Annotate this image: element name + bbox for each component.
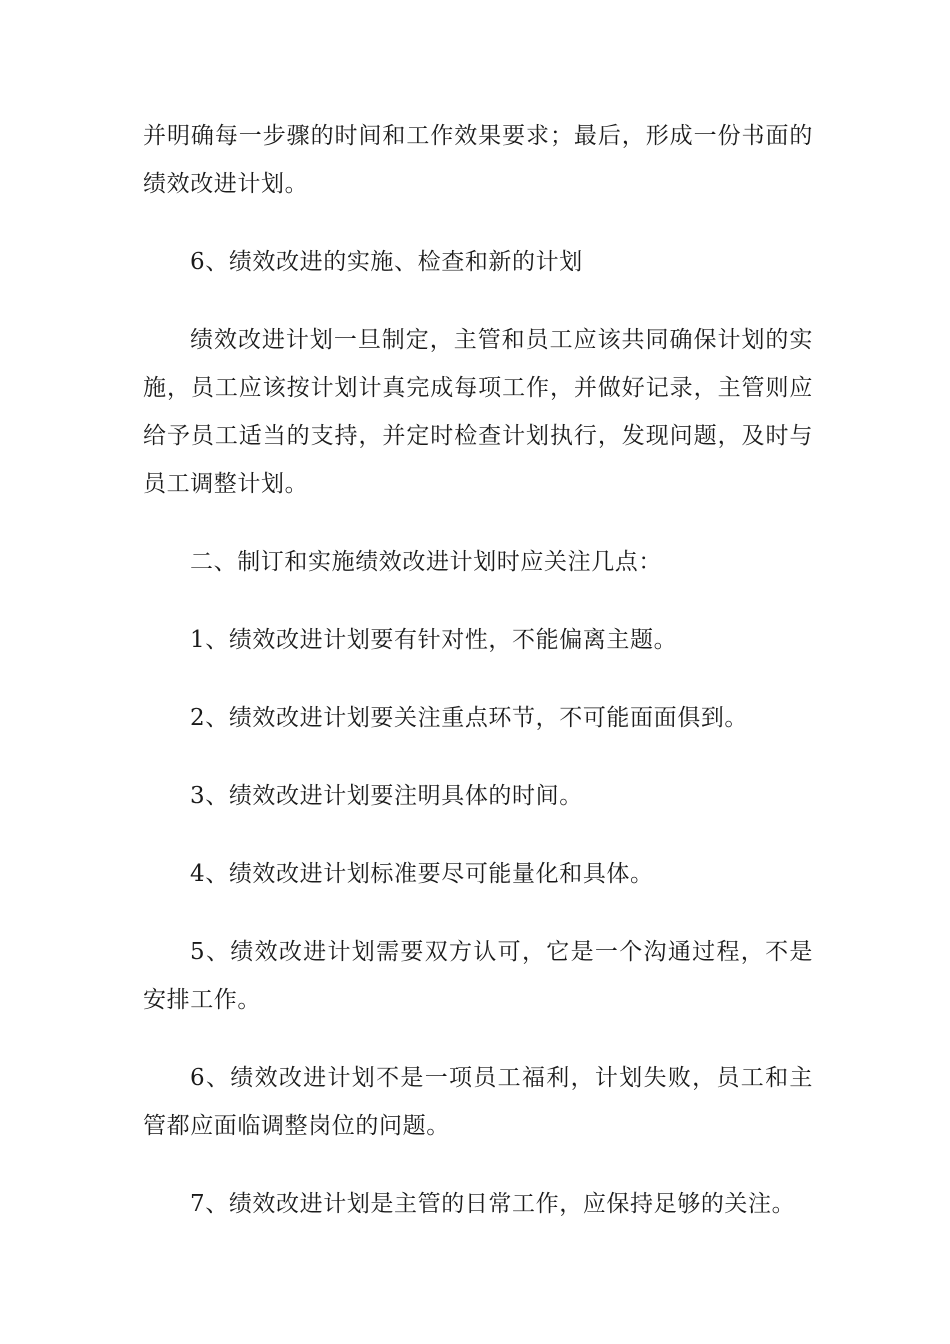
document-body xyxy=(143,112,813,1258)
list-item-1: 1、绩效改进计划要有针对性，不能偏离主题。 xyxy=(190,627,678,653)
list-item-7: 7、绩效改进计划是主管的日常工作，应保持足够的关注。 xyxy=(190,1191,796,1217)
section-heading-key-points: 二、制订和实施绩效改进计划时应关注几点： xyxy=(190,549,662,575)
list-item-2: 2、绩效改进计划要关注重点环节，不可能面面俱到。 xyxy=(190,705,749,731)
list-item-6: 6、绩效改进计划不是一项员工福利，计划失败，员工和主管都应面临调整岗位的问题。 xyxy=(143,1065,813,1139)
list-item-5: 5、绩效改进计划需要双方认可，它是一个沟通过程，不是安排工作。 xyxy=(143,939,813,1013)
paragraph-implementation: 绩效改进计划一旦制定，主管和员工应该共同确保计划的实施，员工应该按计划计真完成每项工作，并做好记录，主管则应给予员工适当的支持，并定时检查计划执行，发现问题，及时与员工调整计划。 xyxy=(143,327,813,497)
section-heading-implementation: 6、绩效改进的实施、检查和新的计划 xyxy=(190,249,583,275)
paragraph-continuation: 并明确每一步骤的时间和工作效果要求；最后，形成一份书面的绩效改进计划。 xyxy=(143,123,813,197)
list-item-4: 4、绩效改进计划标准要尽可能量化和具体。 xyxy=(190,861,654,887)
list-item-3: 3、绩效改进计划要注明具体的时间。 xyxy=(190,783,583,809)
